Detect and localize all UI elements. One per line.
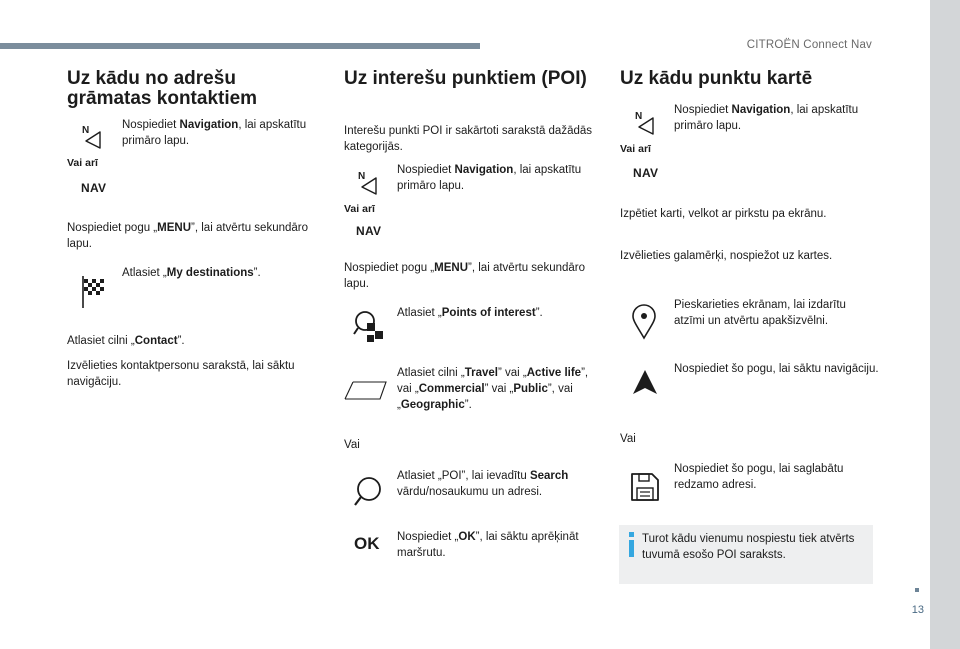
save-address-text: Nospiediet šo pogu, lai saglabātu redzamo adresi. [674, 463, 844, 491]
or-label: Vai arī [67, 157, 98, 169]
brand-label: CITROËN Connect Nav [746, 39, 872, 51]
tap-screen-text: Pieskarieties ekrānam, lai izdarītu atzīmi un atvērtu apakšizvēlni. [674, 299, 846, 327]
or-label: Vai arī [344, 203, 375, 215]
ok-button-label: OK [354, 534, 380, 553]
page-number: 13 [911, 604, 924, 616]
select-contact-tab-text: Atlasiet cilni „Contact”. [67, 335, 185, 347]
info-note-text: Turot kādu vienumu nospiestu tiek atvērts tuvumā esošo POI saraksts. [642, 533, 855, 561]
page-marker [915, 588, 919, 592]
select-category-tab-text: Atlasiet cilni „Travel” vai „Active life”, vai „Commercial” vai „Public”, vai „Geographic”. [397, 367, 589, 411]
start-navigation-arrow-icon [632, 369, 658, 395]
section-heading-contacts: Uz kādu no adrešu grāmatas kontaktiem [67, 68, 258, 109]
select-destinations-text: Atlasiet „My destinations”. [122, 267, 261, 279]
poi-search-categories-icon [354, 310, 384, 346]
press-ok-text: Nospiediet „OK”, lai sāktu aprēķināt maršrutu. [397, 531, 579, 559]
select-poi-text: Atlasiet „Points of interest”. [397, 307, 543, 319]
or-label: Vai [344, 439, 360, 451]
section-heading-poi: Uz interešu punktiem (POI) [344, 68, 587, 89]
choose-contact-text: Izvēlieties kontaktpersonu sarakstā, lai sāktu navigāciju. [67, 360, 295, 388]
or-label: Vai [620, 433, 636, 445]
press-navigation-text: Nospiediet Navigation, lai apskatītu primāro lapu. [122, 119, 307, 147]
svg-text:N: N [635, 111, 643, 122]
nav-button-label: NAV [356, 224, 382, 238]
info-note-box [619, 525, 873, 584]
navigation-north-arrow-icon [358, 170, 378, 196]
explore-map-text: Izpētiet karti, velkot ar pirkstu pa ekrānu. [620, 208, 827, 220]
category-tab-icon [345, 381, 387, 401]
menu-instruction: Nospiediet pogu „MENU”, lai atvērtu sekundāro lapu. [344, 262, 586, 290]
info-icon [625, 531, 641, 557]
press-navigation-text: Nospiediet Navigation, lai apskatītu primāro lapu. [674, 104, 859, 132]
save-disk-icon [631, 473, 659, 501]
header-accent-bar [0, 43, 480, 49]
map-pin-icon [632, 304, 656, 340]
navigation-north-arrow-icon [635, 110, 655, 136]
choose-destination-text: Izvēlieties galamērķi, nospiežot uz kartes. [620, 250, 833, 262]
nav-button-label: NAV [633, 166, 659, 180]
svg-text:N: N [358, 171, 366, 182]
menu-instruction: Nospiediet pogu „MENU”, lai atvērtu sekundāro lapu. [67, 222, 309, 250]
press-navigation-text: Nospiediet Navigation, lai apskatītu primāro lapu. [397, 164, 582, 192]
or-label: Vai arī [620, 143, 651, 155]
poi-intro-text: Interešu punkti POI ir sakārtoti sarakstā dažādās kategorijās. [344, 125, 593, 153]
nav-button-label: NAV [81, 181, 107, 195]
section-heading-map-point: Uz kādu punktu kartē [620, 68, 813, 89]
page-edge-tab [930, 0, 960, 649]
svg-text:N: N [82, 125, 90, 136]
navigation-north-arrow-icon [82, 124, 102, 150]
start-navigation-text: Nospiediet šo pogu, lai sāktu navigāciju. [674, 363, 879, 375]
checkered-flag-icon [82, 276, 104, 308]
search-magnifier-icon [354, 476, 382, 508]
search-poi-text: Atlasiet „POI”, lai ievadītu Search vārdu/nosaukumu un adresi. [397, 470, 569, 498]
